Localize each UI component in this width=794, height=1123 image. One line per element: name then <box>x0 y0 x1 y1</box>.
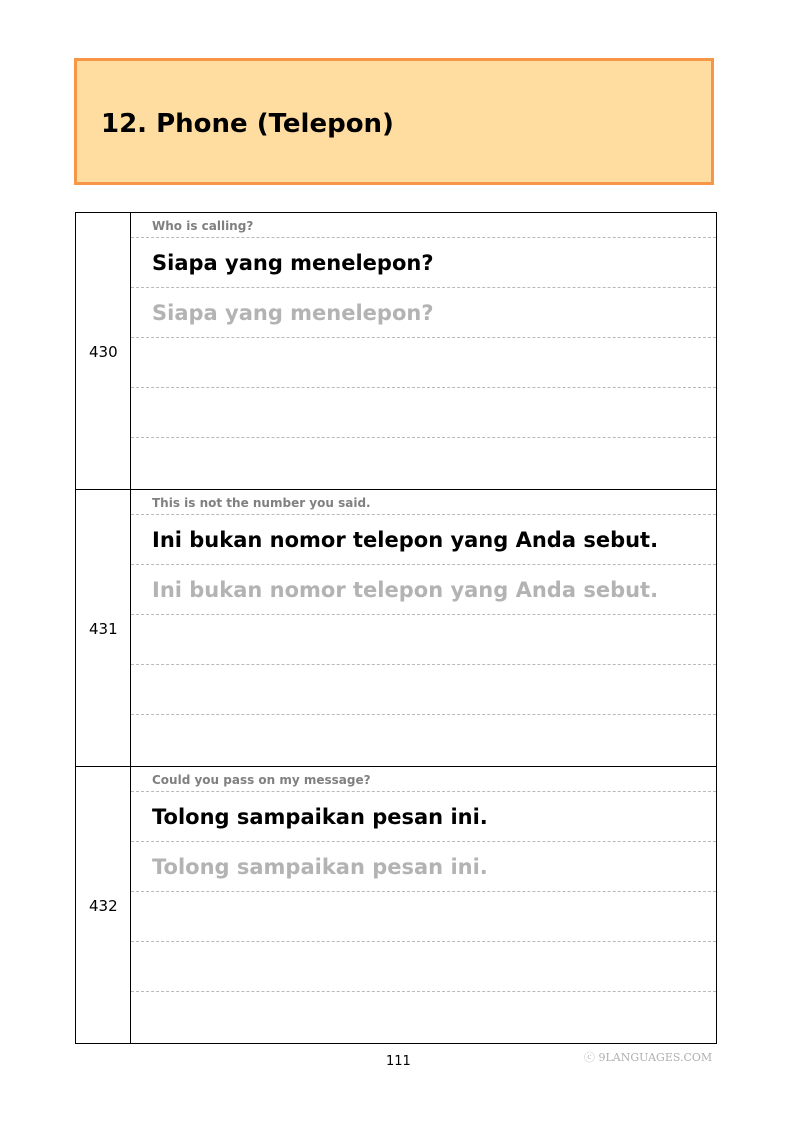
english-line <box>131 767 716 792</box>
english-sentence: Who is calling? <box>152 219 254 233</box>
indonesian-sentence: Tolong sampaikan pesan ini. <box>152 805 488 829</box>
blank-writing-line <box>131 715 716 765</box>
trace-sentence: Siapa yang menelepon? <box>152 301 434 325</box>
writing-lines <box>131 767 717 1043</box>
blank-writing-line <box>131 942 716 992</box>
practice-entry <box>75 490 717 767</box>
english-line <box>131 213 716 238</box>
chapter-title: 12. Phone (Telepon) <box>101 109 394 139</box>
trace-line <box>131 842 716 892</box>
entry-number: 431 <box>89 620 118 638</box>
practice-entry <box>75 767 717 1044</box>
entry-number: 432 <box>89 897 118 915</box>
model-line <box>131 792 716 842</box>
trace-line <box>131 565 716 615</box>
entry-number-cell <box>75 213 131 489</box>
blank-writing-line <box>131 338 716 388</box>
english-line <box>131 490 716 515</box>
indonesian-sentence: Ini bukan nomor telepon yang Anda sebut. <box>152 528 659 552</box>
blank-writing-line <box>131 992 716 1042</box>
entry-number-cell <box>75 490 131 766</box>
page-number: 111 <box>386 1054 411 1069</box>
english-sentence: This is not the number you said. <box>152 496 371 510</box>
entry-number-cell <box>75 767 131 1043</box>
blank-writing-line <box>131 615 716 665</box>
practice-table <box>75 212 717 1044</box>
blank-writing-line <box>131 438 716 488</box>
blank-writing-line <box>131 665 716 715</box>
blank-writing-line <box>131 388 716 438</box>
blank-writing-line <box>131 892 716 942</box>
writing-lines <box>131 490 717 766</box>
copyright-watermark: ⓒ 9LANGUAGES.COM <box>584 1051 713 1064</box>
chapter-title-box <box>74 58 714 185</box>
entry-number: 430 <box>89 343 118 361</box>
trace-sentence: Tolong sampaikan pesan ini. <box>152 855 488 879</box>
english-sentence: Could you pass on my message? <box>152 773 371 787</box>
writing-lines <box>131 213 717 489</box>
trace-sentence: Ini bukan nomor telepon yang Anda sebut. <box>152 578 659 602</box>
model-line <box>131 238 716 288</box>
practice-entry <box>75 213 717 490</box>
model-line <box>131 515 716 565</box>
indonesian-sentence: Siapa yang menelepon? <box>152 251 434 275</box>
trace-line <box>131 288 716 338</box>
